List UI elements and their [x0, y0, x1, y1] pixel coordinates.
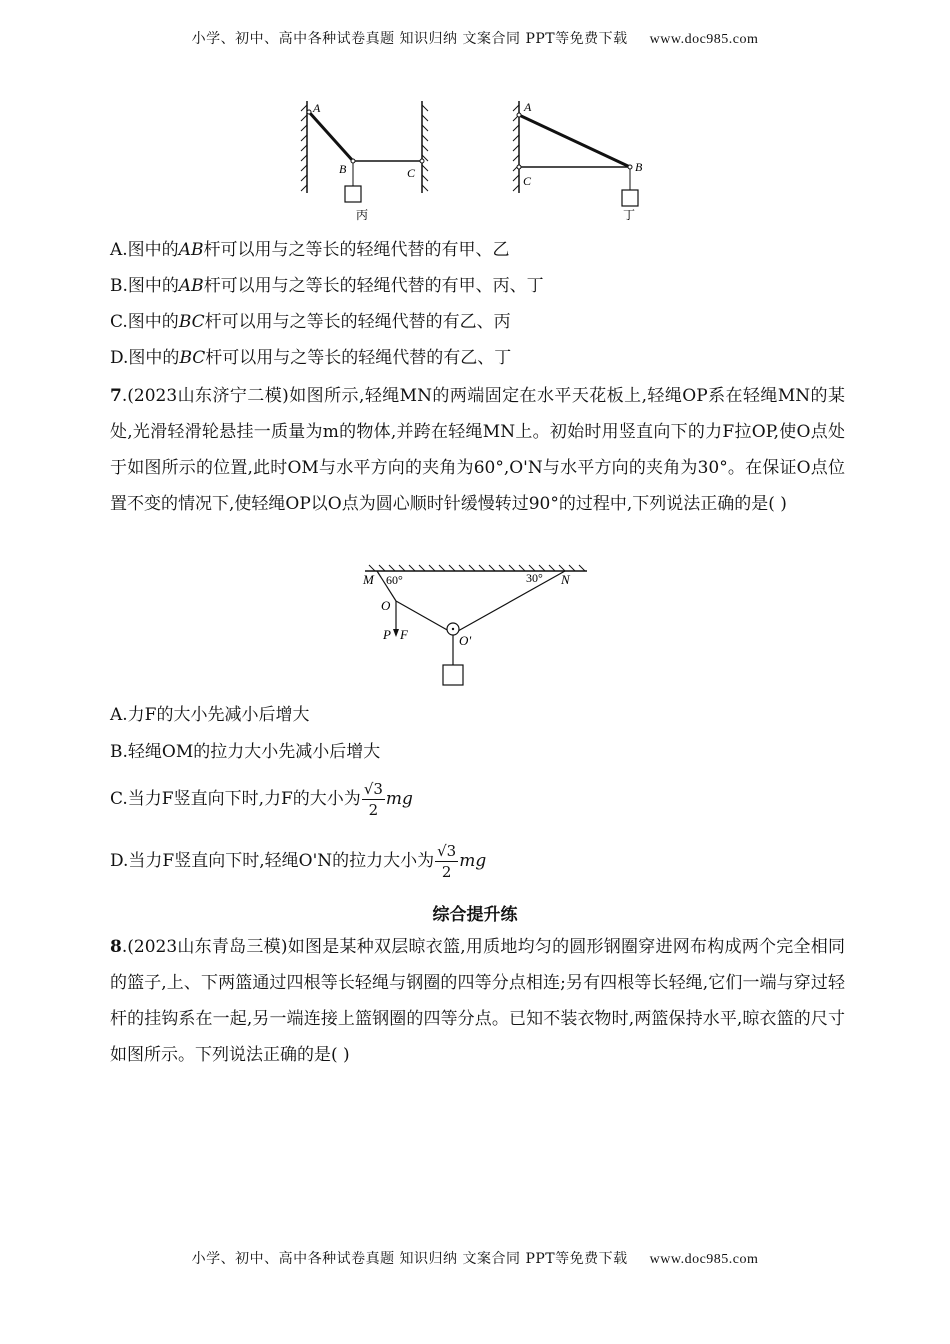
q7-option-b: B.轻绳OM的拉力大小先减小后增大 — [110, 742, 381, 762]
q7-figure — [355, 563, 595, 693]
figure-ding — [505, 95, 655, 225]
q7-number: 7 — [110, 386, 122, 406]
q7-option-c: C.当力F竖直向下时,力F的大小为 $\frac{√3}{2}$ mg — [110, 780, 413, 819]
label-angle-30: 30° — [526, 571, 543, 585]
page-footer — [0, 1248, 950, 1268]
q8-stem — [110, 929, 845, 1073]
q6-option-a: A.图中的AB杆可以用与之等长的轻绳代替的有甲、乙 — [110, 240, 510, 260]
footer-text: 小学、初中、高中各种试卷真题 知识归纳 文案合同 PPT等免费下载 — [191, 1251, 628, 1267]
q7-text: .(2023山东济宁二模)如图所示,轻绳MN的两端固定在水平天花板上,轻绳OP系在轻绳MN的某处,光滑轻滑轮悬挂一质量为m的物体,并跨在轻绳MN上。初始时用竖直向下的力F拉OP,使O点处于如图所示的位置,此时OM与水平方向的夹角为60°,O'N与水平方向的夹角为30°。在保证O点位置不变的情况下,使轻绳OP以O点为圆心顺时针缓慢转过90°的过程中,下列说法正确的是( ) — [110, 386, 845, 514]
section-title: 综合提升练 — [432, 905, 518, 925]
label-a: A — [524, 100, 532, 114]
label-f: F — [400, 627, 408, 642]
label-p: P — [383, 627, 391, 642]
label-o-prime: O' — [459, 633, 472, 648]
footer-url[interactable]: www.doc985.com — [649, 1252, 759, 1267]
label-angle-60: 60° — [386, 573, 403, 587]
label-m: M — [363, 572, 374, 587]
figure-bing — [295, 95, 445, 225]
q6-option-b: B.图中的AB杆可以用与之等长的轻绳代替的有甲、丙、丁 — [110, 276, 544, 296]
figure-caption: 丙 — [356, 208, 369, 222]
q8-number: 8 — [110, 937, 122, 957]
q7-option-d: D.当力F竖直向下时,轻绳O'N的拉力大小为 $\frac{√3}{2}$ mg — [110, 842, 487, 881]
q7-option-a: A.力F的大小先减小后增大 — [110, 705, 310, 725]
label-b: B — [635, 160, 643, 174]
label-c: C — [407, 166, 416, 180]
q8-text: .(2023山东青岛三模)如图是某种双层晾衣篮,用质地均匀的圆形钢圈穿进网布构成两个完全相同的篮子,上、下两篮通过四根等长轻绳与钢圈的四等分点相连;另有四根等长轻绳,它们一端与穿过轻杆的挂钩系在一起,另一端连接上篮钢圈的四等分点。已知不装衣物时,两篮保持水平,晾衣篮的尺寸如图所示。下列说法正确的是( ) — [110, 937, 845, 1065]
page-header — [0, 28, 950, 48]
figure-caption: 丁 — [623, 208, 636, 222]
fraction: $\frac{√3}{2}$ — [437, 842, 457, 881]
header-url[interactable]: www.doc985.com — [649, 32, 759, 47]
header-text: 小学、初中、高中各种试卷真题 知识归纳 文案合同 PPT等免费下载 — [191, 31, 628, 47]
q7-stem — [110, 378, 845, 522]
label-b: B — [339, 162, 347, 176]
fraction: $\frac{√3}{2}$ — [363, 780, 383, 819]
q6-option-c: C.图中的BC杆可以用与之等长的轻绳代替的有乙、丙 — [110, 312, 511, 332]
label-c: C — [523, 174, 532, 188]
q6-option-d: D.图中的BC杆可以用与之等长的轻绳代替的有乙、丁 — [110, 348, 512, 368]
label-n: N — [561, 572, 570, 587]
label-o: O — [381, 598, 391, 613]
label-a: A — [313, 101, 321, 115]
